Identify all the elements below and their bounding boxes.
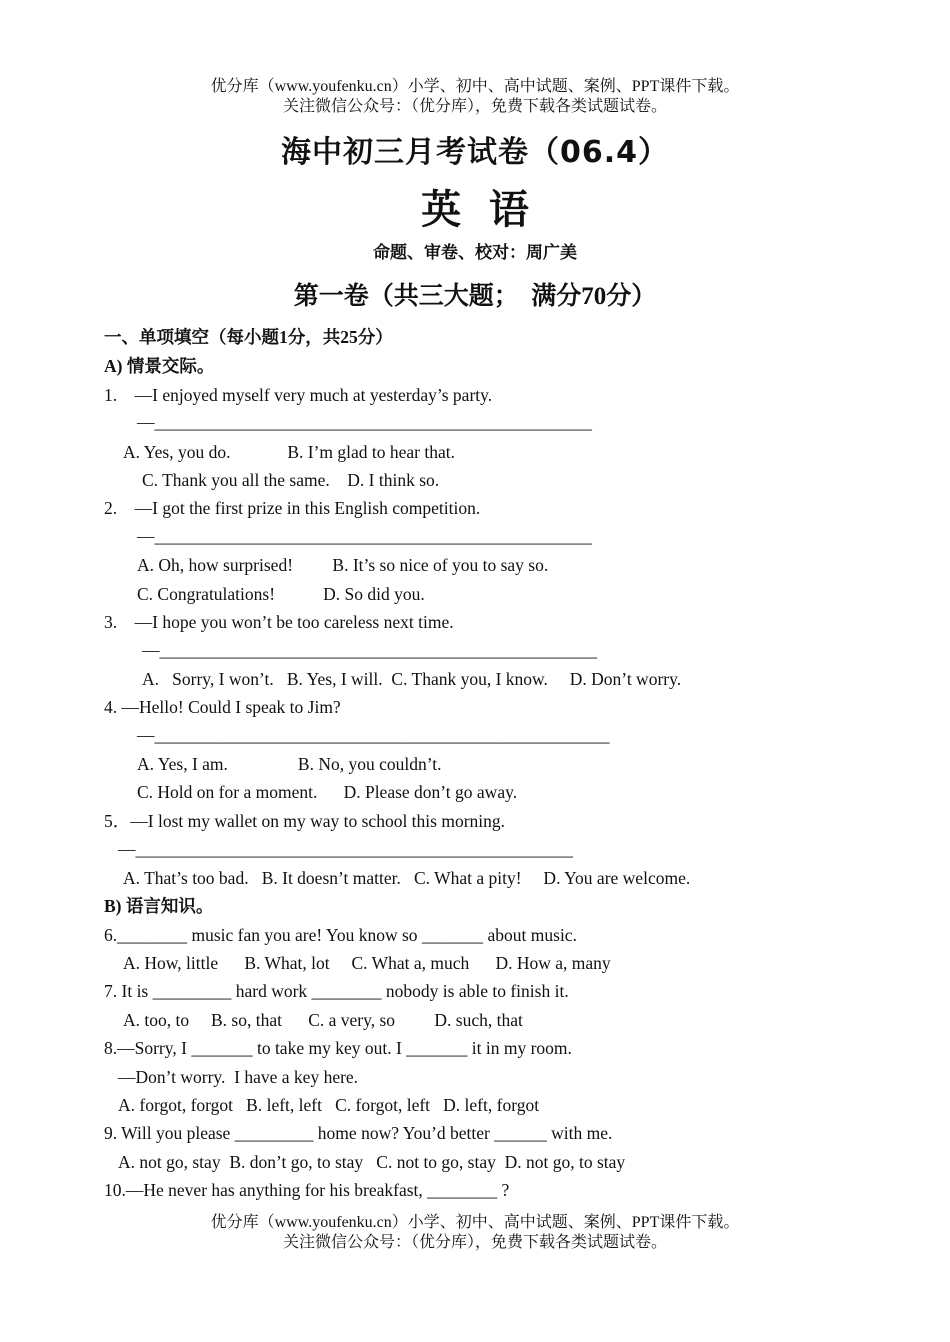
options-1-cd: C. Thank you all the same. D. I think so. bbox=[142, 470, 440, 490]
options-9: A. not go, stay B. don’t go, to stay C. not to go, stay D. not go, to stay bbox=[118, 1152, 626, 1172]
answer-blank-3: —__________________________________________________ bbox=[142, 640, 597, 660]
options-4-cd: C. Hold on for a moment. D. Please don’t go away. bbox=[137, 782, 518, 802]
question-1: 1. —I enjoyed myself very much at yesterday’s party. bbox=[104, 385, 493, 405]
authors-line: 命题、审卷、校对：周广美 bbox=[373, 243, 577, 263]
question-5: 5．—I lost my wallet on my way to school this morning. bbox=[104, 811, 506, 831]
options-2-ab: A. Oh, how surprised! B. It’s so nice of you to say so. bbox=[137, 555, 549, 575]
part-b-heading: B) 语言知识。 bbox=[104, 896, 214, 916]
question-3: 3. —I hope you won’t be too careless next time. bbox=[104, 612, 454, 632]
exam-title: 海中初三月考试卷（06.4） bbox=[280, 135, 670, 170]
question-8: 8.—Sorry, I _______ to take my key out. I _______ it in my room. bbox=[104, 1038, 572, 1058]
header-line-1: 优分库（www.youfenku.cn）小学、初中、高中试题、案例、PPT课件下载。 bbox=[210, 78, 740, 95]
answer-blank-1: —__________________________________________________ bbox=[137, 412, 592, 432]
options-4-ab: A. Yes, I am. B. No, you couldn’t. bbox=[137, 754, 442, 774]
subject-title: 英 语 bbox=[421, 187, 529, 233]
options-5: A. That’s too bad. B. It doesn’t matter. C. What a pity! D. You are welcome. bbox=[123, 868, 691, 888]
question-6: 6.________ music fan you are! You know so _______ about music. bbox=[104, 925, 577, 945]
question-7: 7. It is _________ hard work ________ nobody is able to finish it. bbox=[104, 981, 569, 1001]
options-1-ab: A. Yes, you do. B. I’m glad to hear that. bbox=[123, 442, 455, 462]
volume-title: 第一卷（共三大题； 满分70分） bbox=[293, 283, 657, 310]
answer-blank-5: —__________________________________________________ bbox=[118, 839, 573, 859]
question-2: 2. —I got the first prize in this English competition. bbox=[104, 498, 481, 518]
part-a-heading: A) 情景交际。 bbox=[104, 356, 215, 376]
answer-blank-2: —__________________________________________________ bbox=[137, 526, 592, 546]
header-line-2: 关注微信公众号：（优分库），免费下载各类试题试卷。 bbox=[282, 98, 667, 115]
footer-line-1: 优分库（www.youfenku.cn）小学、初中、高中试题、案例、PPT课件下载。 bbox=[210, 1214, 740, 1231]
question-9: 9. Will you please _________ home now? You’d better ______ with me. bbox=[104, 1123, 613, 1143]
options-2-cd: C. Congratulations! D. So did you. bbox=[137, 584, 425, 604]
options-7: A. too, to B. so, that C. a very, so D. such, that bbox=[123, 1010, 523, 1030]
options-6: A. How, little B. What, lot C. What a, much D. How a, many bbox=[123, 953, 611, 973]
options-3: A. Sorry, I won’t. B. Yes, I will. C. Thank you, I know. D. Don’t worry. bbox=[142, 669, 682, 689]
question-8-reply: —Don’t worry. I have a key here. bbox=[118, 1067, 359, 1087]
question-10: 10.—He never has anything for his breakfast, ________ ? bbox=[104, 1180, 510, 1200]
question-4: 4. —Hello! Could I speak to Jim? bbox=[104, 697, 341, 717]
options-8: A. forgot, forgot B. left, left C. forgot, left D. left, forgot bbox=[118, 1095, 540, 1115]
footer-line-2: 关注微信公众号：（优分库），免费下载各类试题试卷。 bbox=[282, 1234, 667, 1251]
answer-blank-4: —____________________________________________________ bbox=[137, 725, 610, 745]
section-heading: 一、单项填空（每小题1分，共25分） bbox=[104, 327, 393, 347]
